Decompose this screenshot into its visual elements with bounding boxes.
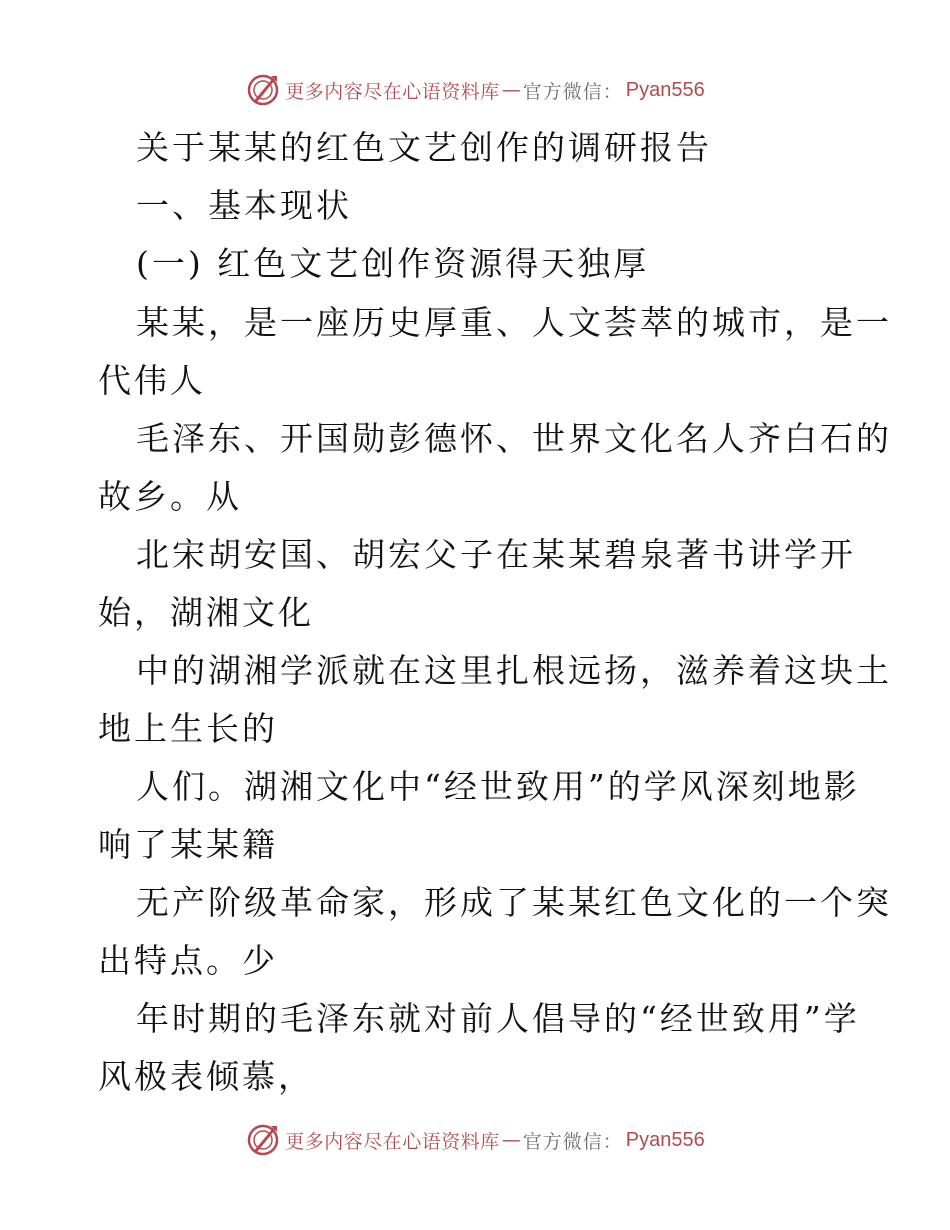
footer-watermark-banner: [0, 1120, 950, 1160]
banner-wechat-id: Pyan556: [625, 1128, 705, 1151]
banner-text: 更多内容尽在心语资料库: [285, 1130, 500, 1153]
banner-text: 更多内容尽在心语资料库: [285, 80, 500, 103]
paragraph-line: 无产阶级革命家，形成了某某红色文化的一个突: [136, 883, 892, 922]
quill-logo-icon: [245, 72, 281, 108]
banner-separator: —: [501, 79, 521, 101]
paragraph-line: 代伟人: [98, 361, 206, 400]
paragraph-line: 北宋胡安国、胡宏父子在某某碧泉著书讲学开: [136, 535, 856, 574]
subsection-heading: (一) 红色文艺创作资源得天独厚: [136, 244, 650, 283]
paragraph-line: 某某，是一座历史厚重、人文荟萃的城市，是一: [136, 303, 892, 342]
banner-label: 官方微信: [522, 80, 603, 103]
paragraph-line: 始，湖湘文化: [98, 593, 314, 632]
banner-separator: —: [501, 1129, 521, 1151]
paragraph-line: 年时期的毛泽东就对前人倡导的“经世致用”学: [136, 999, 860, 1038]
banner-colon: ：: [602, 80, 622, 103]
banner-label: 官方微信: [522, 1130, 603, 1153]
paragraph-line: 故乡。从: [98, 477, 242, 516]
banner-wechat-id: Pyan556: [625, 78, 705, 101]
document-title: 关于某某的红色文艺创作的调研报告: [136, 128, 712, 167]
header-watermark-banner: [0, 70, 950, 110]
section-heading: 一、基本现状: [136, 186, 352, 225]
banner-colon: ：: [602, 1130, 622, 1153]
paragraph-line: 中的湖湘学派就在这里扎根远扬，滋养着这块土: [136, 651, 892, 690]
paragraph-line: 风极表倾慕，: [98, 1057, 314, 1096]
quill-logo-icon: [245, 1122, 281, 1158]
paragraph-line: 出特点。少: [98, 941, 278, 980]
paragraph-line: 毛泽东、开国勋彭德怀、世界文化名人齐白石的: [136, 419, 892, 458]
paragraph-line: 人们。湖湘文化中“经世致用”的学风深刻地影: [136, 767, 860, 806]
paragraph-line: 响了某某籍: [98, 825, 278, 864]
paragraph-line: 地上生长的: [98, 709, 278, 748]
